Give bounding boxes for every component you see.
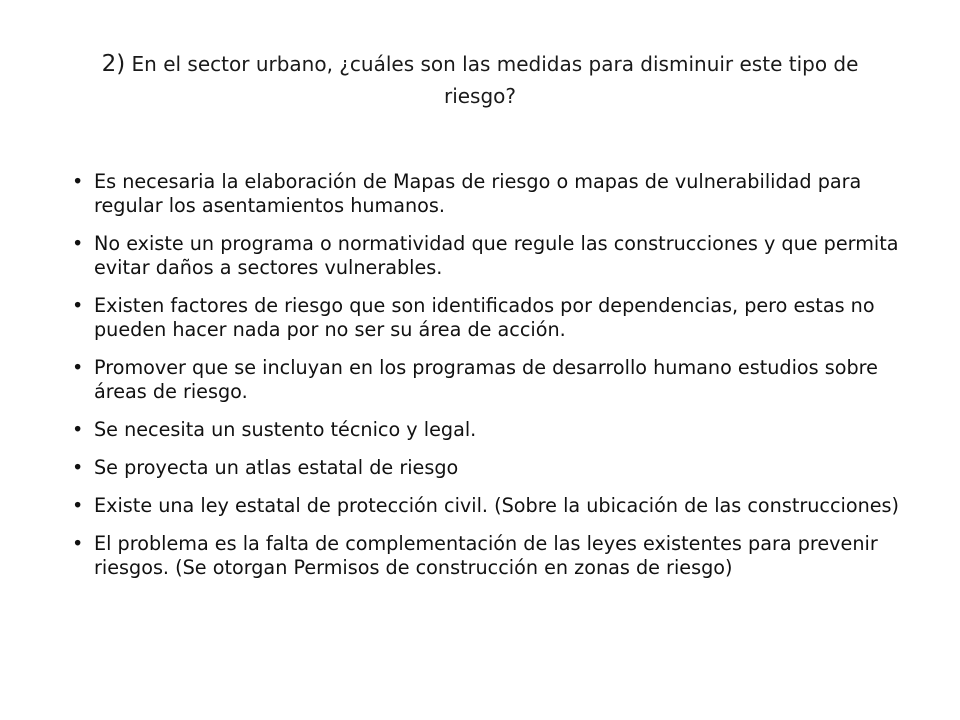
- bullet-text: Existe una ley estatal de protección civil. (Sobre la ubicación de las construcciones): [94, 494, 900, 517]
- bullet-dot-icon: •: [72, 418, 84, 441]
- bullet-item: [72, 494, 902, 518]
- bullet-dot-icon: •: [72, 532, 84, 555]
- bullet-dot-icon: •: [72, 356, 84, 379]
- bullet-text: Promover que se incluyan en los programas de desarrollo humano estudios sobre áreas de riesgo.: [94, 356, 878, 403]
- bullet-item: [72, 294, 902, 342]
- title-number: 2): [101, 51, 126, 77]
- bullet-text: Se proyecta un atlas estatal de riesgo: [94, 456, 459, 479]
- bullet-item: [72, 356, 902, 404]
- bullet-item: [72, 418, 902, 442]
- bullet-dot-icon: •: [72, 294, 84, 317]
- bullet-text: Existen factores de riesgo que son identificados por dependencias, pero estas no pueden hacer nada por no ser su área de acción.: [94, 294, 875, 341]
- bullet-list: [72, 170, 902, 594]
- bullet-dot-icon: •: [72, 170, 84, 193]
- bullet-item: [72, 456, 902, 480]
- title-text: En el sector urbano, ¿cuáles son las medidas para disminuir este tipo de riesgo?: [131, 52, 859, 108]
- bullet-item: [72, 170, 902, 218]
- bullet-text: No existe un programa o normatividad que regule las construcciones y que permita evitar daños a sectores vulnerables.: [94, 232, 899, 279]
- bullet-text: El problema es la falta de complementación de las leyes existentes para prevenir riesgos. (Se otorgan Permisos de construcción en zonas de riesgo): [94, 532, 878, 579]
- bullet-dot-icon: •: [72, 232, 84, 255]
- bullet-dot-icon: •: [72, 494, 84, 517]
- slide-title: [70, 48, 890, 112]
- bullet-text: Se necesita un sustento técnico y legal.: [94, 418, 477, 441]
- bullet-text: Es necesaria la elaboración de Mapas de riesgo o mapas de vulnerabilidad para regular los asentamientos humanos.: [94, 170, 862, 217]
- bullet-item: [72, 232, 902, 280]
- bullet-item: [72, 532, 902, 580]
- bullet-dot-icon: •: [72, 456, 84, 479]
